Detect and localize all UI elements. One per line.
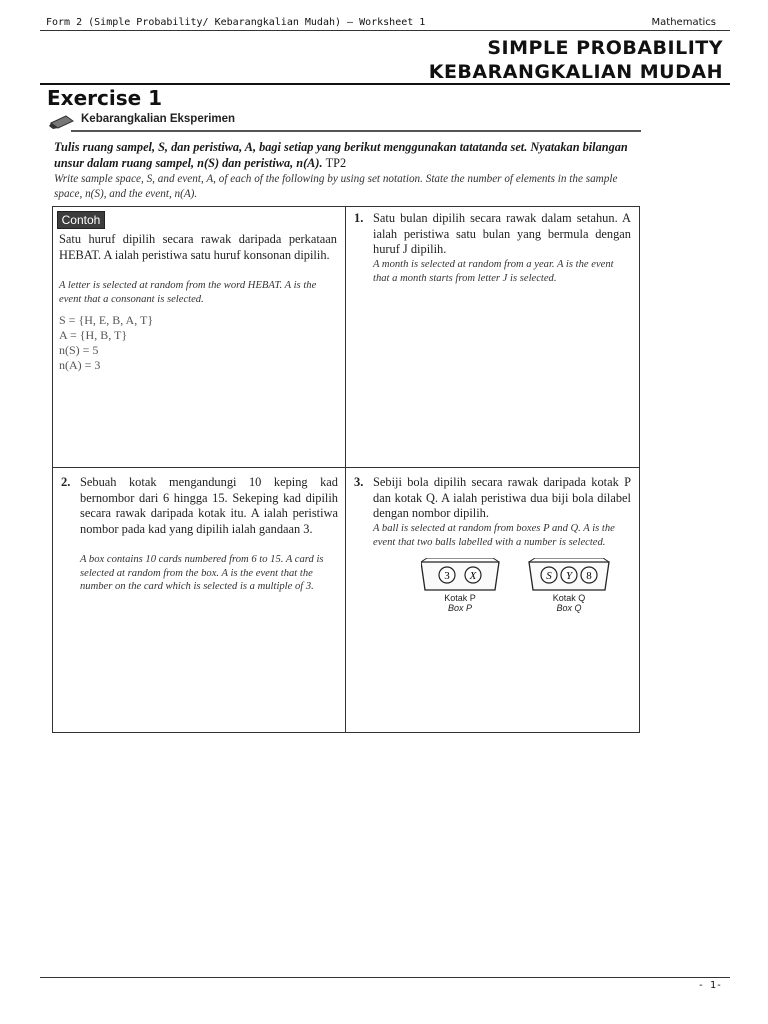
example-badge: Contoh bbox=[57, 211, 105, 229]
header-divider bbox=[40, 30, 730, 31]
example-cell bbox=[53, 207, 345, 467]
question-2-cell[interactable] bbox=[53, 468, 345, 733]
question-1-text-english: A month is selected at random from a year. A is the event that a month starts from letter J is selected. bbox=[373, 259, 614, 284]
ball-boxes-illustration bbox=[421, 558, 621, 616]
question-3-number: 3. bbox=[354, 475, 364, 489]
main-title-malay: KEBARANGKALIAN MUDAH bbox=[428, 61, 723, 83]
footer-divider bbox=[40, 977, 730, 978]
box-p-label-english: Box P bbox=[447, 603, 472, 613]
question-3-text-english: A ball is selected at random from boxes P and Q. A is the event that two balls labelled with a number is selected. bbox=[373, 523, 615, 548]
question-3-cell[interactable] bbox=[346, 468, 640, 733]
box-q-ball-3-label: 8 bbox=[586, 570, 592, 582]
box-p-ball-1-label: 3 bbox=[444, 570, 450, 582]
tp-level-badge: TP2 bbox=[325, 156, 347, 170]
box-q-ball-2-label: Y bbox=[565, 570, 573, 582]
box-p-label: Kotak P bbox=[444, 593, 476, 603]
pencil-icon bbox=[49, 114, 75, 130]
main-title-english: SIMPLE PROBABILITY bbox=[487, 37, 723, 59]
instruction-malay-text: Tulis ruang sampel, S, dan peristiwa, A, bagi setiap yang berikut menggunakan tatatanda set. Nyatakan bilangan unsur dalam ruang sampel, n(S) dan peristiwa, n(A). bbox=[54, 140, 628, 170]
worksheet-scan bbox=[44, 110, 644, 735]
box-q-ball-3 bbox=[581, 567, 597, 583]
worksheet-header-title: Form 2 (Simple Probability/ Kebarangkalian Mudah) – Worksheet 1 bbox=[46, 17, 426, 28]
question-2-text-malay: Sebuah kotak mengandungi 10 keping kad bernombor dari 6 hingga 15. Sekeping kad dipilih secara rawak daripada kotak itu. A ialah peristiwa nombor pada kad yang dipilih ialah gandaan 3. bbox=[80, 475, 338, 536]
question-2-text-english: A box contains 10 cards numbered from 6 to 15. A card is selected at random from the box. A is the event that the number on the card which is selected is a multiple of 3. bbox=[80, 554, 324, 592]
example-text-english: A letter is selected at random from the word HEBAT. A is the event that a consonant is selected. bbox=[59, 280, 317, 305]
box-q-label-english: Box Q bbox=[556, 603, 582, 613]
box-q-ball-2 bbox=[561, 567, 577, 583]
ns-answer: n(S) = 5 bbox=[59, 343, 99, 357]
question-1-text-malay: Satu bulan dipilih secara rawak dalam setahun. A ialah peristiwa satu bulan yang bermula dengan huruf J dipilih. bbox=[373, 211, 631, 256]
question-1-cell[interactable] bbox=[346, 207, 640, 467]
box-p-ball-2-label: X bbox=[469, 570, 477, 582]
sample-space-answer: S = {H, E, B, A, T} bbox=[59, 313, 154, 327]
page-number: - 1- bbox=[697, 980, 722, 991]
box-p-ball-2 bbox=[465, 567, 481, 583]
event-answer: A = {H, B, T} bbox=[59, 328, 128, 342]
example-text-malay: Satu huruf dipilih secara rawak daripada perkataan HEBAT. A ialah peristiwa satu huruf konsonan dipilih. bbox=[59, 232, 337, 262]
section-label: Kebarangkalian Eksperimen bbox=[81, 113, 236, 125]
question-3-text-malay: Sebiji bola dipilih secara rawak daripada kotak P dan kotak Q. A ialah peristiwa dua biji bola dilabel dengan nombor dipilih. bbox=[373, 475, 631, 520]
section-rule bbox=[71, 130, 641, 132]
box-p-caption bbox=[430, 593, 490, 613]
title-divider bbox=[40, 83, 730, 85]
example-answers bbox=[59, 313, 153, 373]
na-answer: n(A) = 3 bbox=[59, 358, 101, 372]
exercise-heading: Exercise 1 bbox=[47, 86, 163, 110]
box-q-caption bbox=[539, 593, 599, 613]
question-1-number: 1. bbox=[354, 211, 364, 225]
instruction-english: Write sample space, S, and event, A, of each of the following by using set notation. State the number of elements in the sample space, n(S), and the event, n(A). bbox=[54, 173, 618, 200]
section-header bbox=[49, 111, 641, 133]
box-p-ball-1 bbox=[439, 567, 455, 583]
box-q-ball-1 bbox=[541, 567, 557, 583]
boxes-drawing bbox=[421, 558, 621, 592]
question-2-number: 2. bbox=[61, 475, 71, 489]
question-grid bbox=[52, 206, 640, 733]
instruction-malay bbox=[54, 139, 644, 171]
box-q-label: Kotak Q bbox=[552, 593, 586, 603]
box-p-icon bbox=[421, 558, 499, 590]
subject-label: Mathematics bbox=[651, 17, 716, 28]
box-q-ball-1-label: S bbox=[546, 570, 552, 582]
